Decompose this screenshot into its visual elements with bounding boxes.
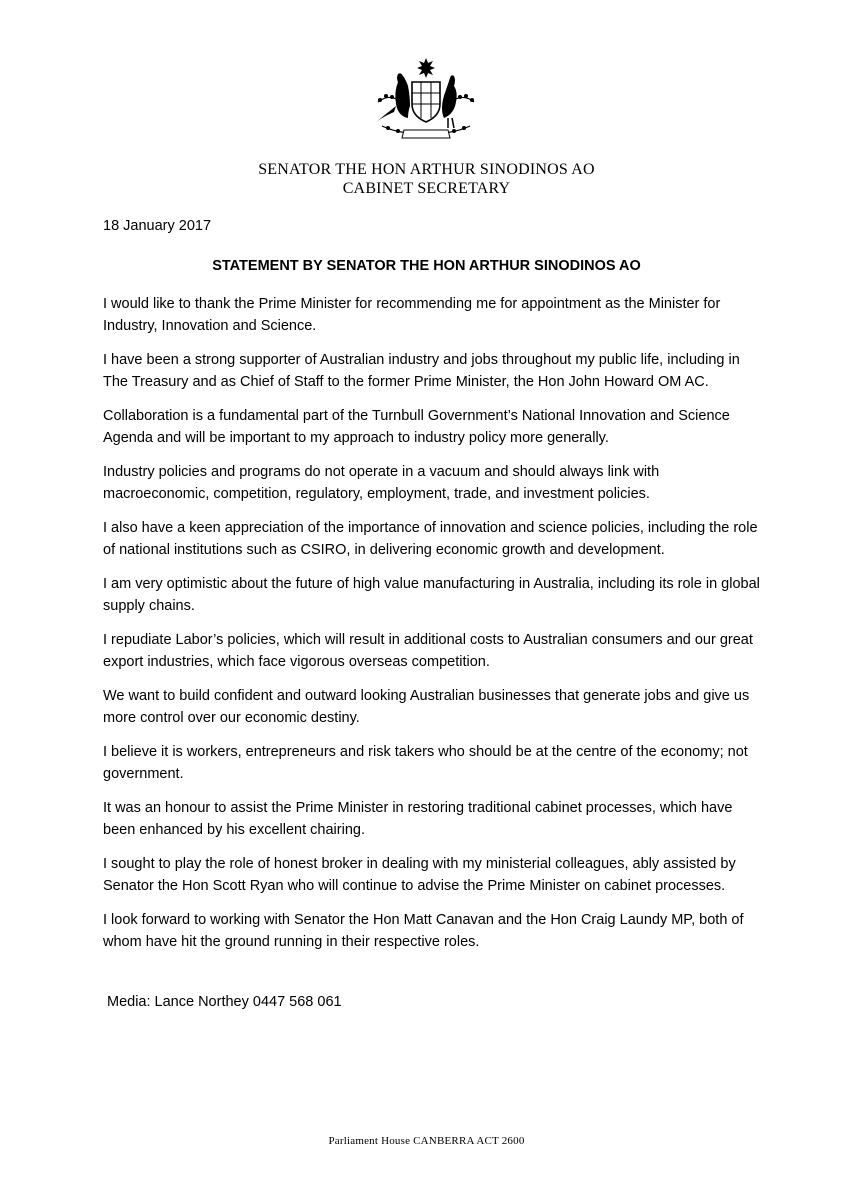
- paragraph: I repudiate Labor’s policies, which will result in additional costs to Australian consumers and our great export industries, which face vigorous overseas competition.: [103, 632, 753, 670]
- paragraph: I sought to play the role of honest broker in dealing with my ministerial colleagues, ably assisted by Senator the Hon Scott Ryan who will continue to advise the Prime Minister on cabinet processes.: [103, 856, 736, 894]
- footer-address: Parliament House CANBERRA ACT 2600: [328, 1135, 525, 1147]
- paragraph: I believe it is workers, entrepreneurs and risk takers who should be at the centre of the economy; not government.: [103, 744, 748, 782]
- paragraph: I look forward to working with Senator the Hon Matt Canavan and the Hon Craig Laundy MP, both of whom have hit the ground running in their respective roles.: [103, 912, 744, 950]
- senator-position: CABINET SECRETARY: [342, 180, 511, 197]
- paragraph: I would like to thank the Prime Minister for recommending me for appointment as the Minister for Industry, Innovation and Science.: [103, 296, 721, 334]
- paragraph: I also have a keen appreciation of the importance of innovation and science policies, including the role of national institutions such as CSIRO, in delivering economic growth and development.: [103, 520, 758, 558]
- paragraph: It was an honour to assist the Prime Minister in restoring traditional cabinet processes, which have been enhanced by his excellent chairing.: [103, 800, 733, 838]
- paragraph: I have been a strong supporter of Australian industry and jobs throughout my public life, including in The Treasury and as Chief of Staff to the former Prime Minister, the Hon John Howard OM AC.: [103, 352, 740, 390]
- senator-name: SENATOR THE HON ARTHUR SINODINOS AO: [258, 161, 595, 178]
- paragraph: We want to build confident and outward looking Australian businesses that generate jobs and give us more control over our economic destiny.: [103, 688, 750, 726]
- paragraph: Collaboration is a fundamental part of the Turnbull Government’s National Innovation and Science Agenda and will be important to my approach to industry policy more generally.: [103, 408, 730, 446]
- statement-body: [103, 294, 763, 966]
- statement-date: 18 January 2017: [103, 218, 212, 234]
- media-contact: Media: Lance Northey 0447 568 061: [107, 994, 342, 1010]
- letterhead: [0, 160, 853, 198]
- coat-of-arms-icon: [368, 56, 484, 144]
- paragraph: Industry policies and programs do not operate in a vacuum and should always link with macroeconomic, competition, regulatory, employment, trade, and investment policies.: [103, 464, 660, 502]
- statement-title: STATEMENT BY SENATOR THE HON ARTHUR SINODINOS AO: [212, 258, 641, 274]
- paragraph: I am very optimistic about the future of high value manufacturing in Australia, including its role in global supply chains.: [103, 576, 760, 614]
